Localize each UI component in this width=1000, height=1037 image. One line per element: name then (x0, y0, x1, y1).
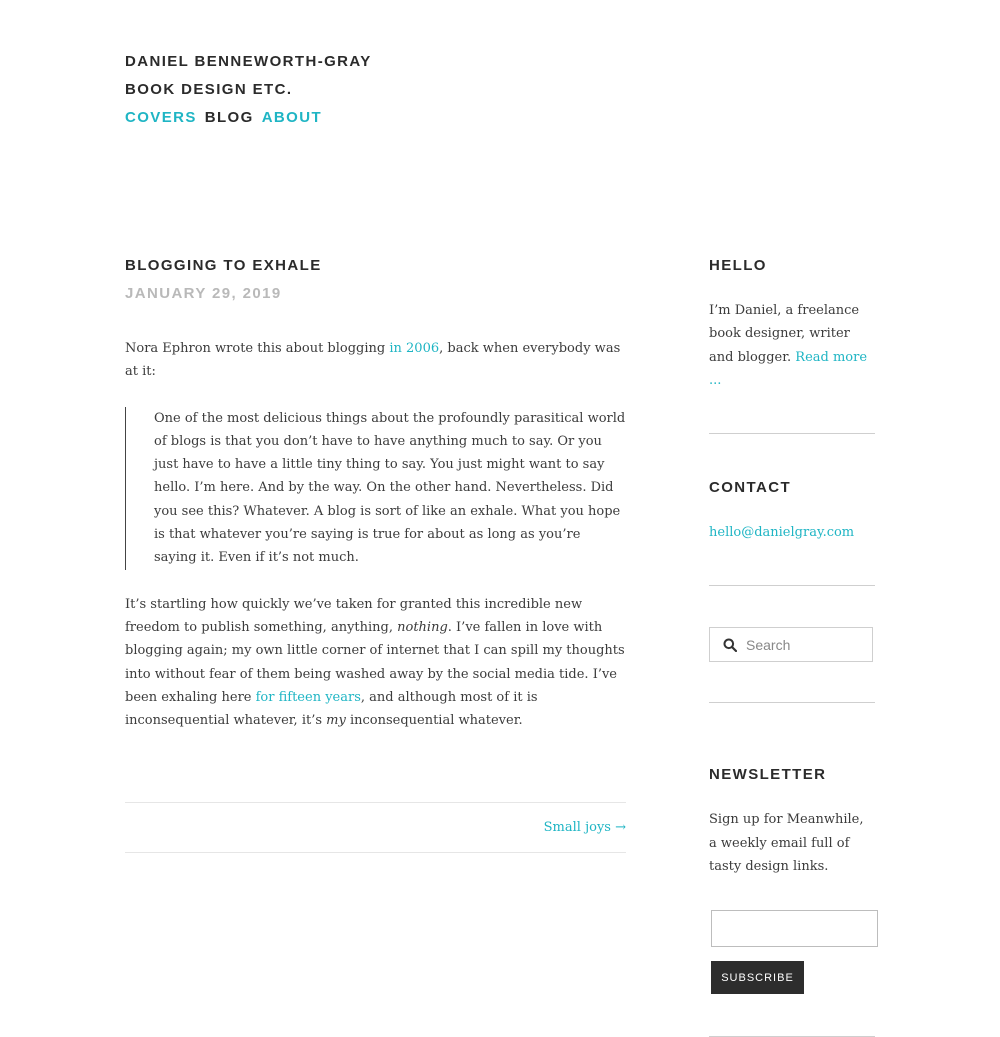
contact-title: CONTACT (709, 479, 792, 497)
newsletter-text: Sign up for Meanwhile, a weekly email full of tasty design links. (709, 812, 864, 875)
hello-widget (709, 253, 875, 392)
contact-widget (709, 475, 875, 544)
intro-text: Nora Ephron wrote this about blogging (125, 341, 390, 356)
paragraph-text: , and although most of it is inconsequential whatever, it’s (125, 689, 538, 729)
emphasis-nothing: nothing (397, 619, 448, 635)
hello-text (709, 299, 875, 392)
search-icon[interactable] (723, 638, 737, 652)
post-paragraph (125, 593, 626, 733)
contact-text (709, 521, 875, 544)
site-description: BOOK DESIGN ETC. (125, 81, 293, 98)
hello-title: HELLO (709, 257, 767, 274)
divider (709, 585, 875, 586)
newsletter-email-input[interactable] (711, 910, 878, 947)
divider (709, 702, 875, 703)
sidebar (709, 253, 875, 1037)
post-date: JANUARY 29, 2019 (125, 285, 282, 302)
post-article (125, 253, 626, 853)
site-header (125, 48, 372, 132)
search-box (709, 627, 873, 662)
paragraph-text: . I’ve fallen in love with blogging again; my own little corner of internet that I can spill my thoughts into without fear of them being washed away by the social media tide. I’ve been exhaling here (125, 619, 625, 705)
main-nav (125, 104, 372, 132)
nav-covers[interactable]: COVERS (125, 109, 197, 126)
emphasis-my: my (326, 713, 346, 729)
post-navigation (125, 802, 626, 853)
nav-blog[interactable]: BLOG (204, 109, 254, 126)
nav-about[interactable]: ABOUT (261, 109, 323, 126)
paragraph-text: It’s startling how quickly we’ve taken for granted this incredible new freedom to publish something, anything, (125, 596, 583, 635)
site-title[interactable]: DANIEL BENNEWORTH-GRAY (125, 53, 372, 70)
next-post-link[interactable]: Small joys → (543, 820, 626, 836)
contact-email-link[interactable]: hello@danielgray.com (709, 525, 855, 541)
in-2006-link[interactable]: in 2006 (389, 341, 440, 356)
post-intro (125, 337, 626, 384)
hello-description: I’m Daniel, a freelance book designer, writer and blogger. (709, 303, 860, 365)
subscribe-button[interactable]: SUBSCRIBE (711, 961, 804, 994)
post-title: BLOGGING TO EXHALE (125, 257, 322, 274)
post-blockquote: One of the most delicious things about the profoundly parasitical world of blogs is that you don’t have to have anything much to say. Or you just have to have a little tiny thing to say. You just might want to say hello. I’m here. And by the way. On the other hand. Nevertheless. Did you see this? Whatever. A blog is sort of like an exhale. What you hope is that whatever you’re saying is true for about as long as you’re saying it. Even if it’s not much. (125, 407, 626, 570)
divider (709, 433, 875, 434)
newsletter-title: NEWSLETTER (709, 766, 827, 784)
search-input[interactable] (744, 636, 868, 654)
read-more-link[interactable]: Read more ... (709, 349, 868, 388)
newsletter-widget (709, 762, 875, 994)
fifteen-years-link[interactable]: for fifteen years (255, 689, 361, 705)
paragraph-text: inconsequential whatever. (345, 713, 523, 729)
intro-text-end: , back when everybody was at it: (125, 341, 621, 380)
post-body (125, 337, 626, 732)
